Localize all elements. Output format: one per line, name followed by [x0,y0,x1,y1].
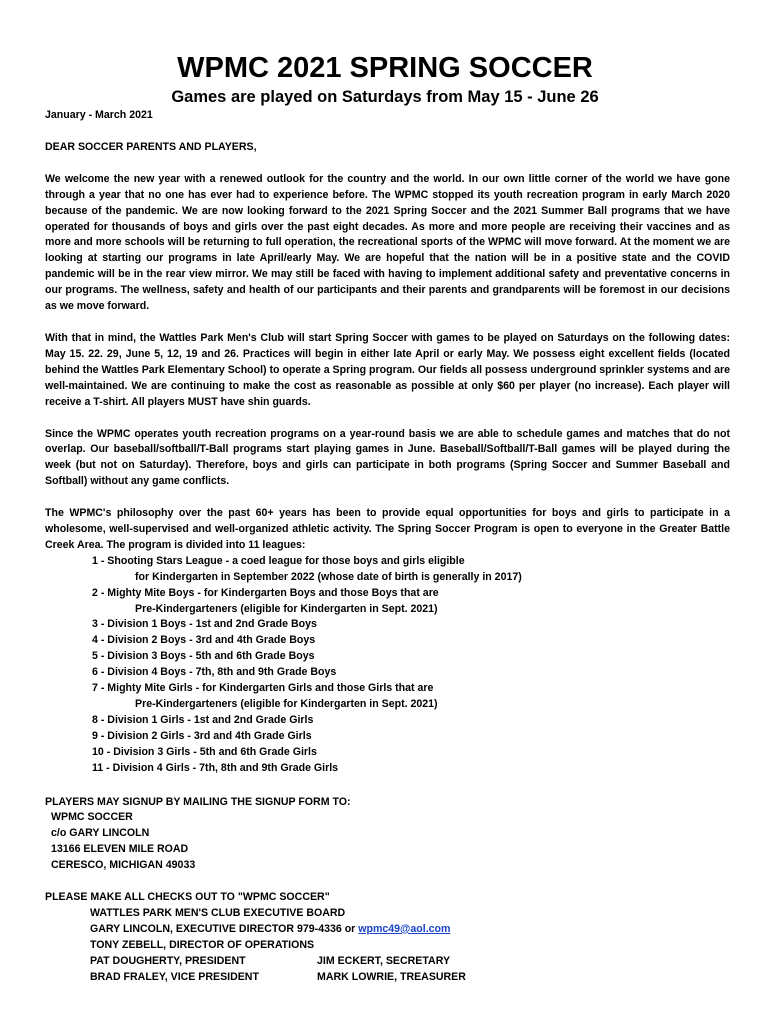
officer-name: MARK LOWRIE, TREASURER [317,970,466,983]
officer-name: JIM ECKERT, SECRETARY [317,954,451,967]
signup-heading: PLAYERS MAY SIGNUP BY MAILING THE SIGNUP FORM TO: [45,795,351,808]
letter-body [45,108,730,986]
address-line: c/o GARY LINCOLN [51,827,150,840]
email-link[interactable]: wpmc49@aol.com [358,922,451,935]
address-line: 13166 ELEVEN MILE ROAD [51,843,189,856]
address-line: WPMC SOCCER [51,811,133,824]
league-item-continued: Pre-Kindergarteners (eligible for Kindergarten in Sept. 2021) [135,602,438,615]
officer-row [45,970,730,986]
league-item: 11 - Division 4 Girls - 7th, 8th and 9th Grade Girls [92,761,339,774]
officer-name: PAT DOUGHERTY, PRESIDENT [90,954,246,967]
officer-name: BRAD FRALEY, VICE PRESIDENT [90,970,259,983]
letter-date: January - March 2021 [45,109,153,121]
league-item: 9 - Division 2 Girls - 3rd and 4th Grade Girls [92,729,312,742]
league-item: 1 - Shooting Stars League - a coed league for those boys and girls eligible [92,554,465,567]
executive-director-line [45,922,730,938]
page-title: WPMC 2021 SPRING SOCCER [177,52,593,84]
paragraph-intro: We welcome the new year with a renewed outlook for the country and the world. In our own little corner of the world we have gone through a year that no one has ever had to experience before. The WPMC stopped its youth recreation program in early March 2020 because of the pandemic. We are now looking forward to the 2021 Spring Soccer and the 2021 Summer Ball programs that we have operated for thousands of boys and girls over the past eight decades. As more and more people are receiving their vaccines and as more and more schools will be returning to full operation, the recreational sports of the WPMC will move forward. At the moment we are looking at starting our programs in late April/early May. We are hopeful that the nation will be in a positive state and the COVID pandemic will be in the rear view mirror. We may still be faced with having to implement additional safety and preventative concerns in our programs. The wellness, safety and health of our participants and their parents and grandparents will be foremost in our decisions as we move forward. [45,172,730,313]
paragraph-philosophy: The WPMC's philosophy over the past 60+ years has been to provide equal opportunities for boys and girls to participate in a wholesome, well-supervised and well-organized athletic activity. The Spring Soccer Program is open to everyone in the Greater Battle Creek Area. The program is divided into 11 leagues: [45,507,730,551]
page-subtitle: Games are played on Saturdays from May 15 - June 26 [171,88,599,106]
address-line: CERESCO, MICHIGAN 49033 [51,859,196,872]
league-item: 4 - Division 2 Boys - 3rd and 4th Grade Boys [92,634,316,647]
league-item: 10 - Division 3 Girls - 5th and 6th Grade Girls [92,745,317,758]
mailing-address [45,810,730,874]
salutation: DEAR SOCCER PARENTS AND PLAYERS, [45,140,257,153]
league-item: 8 - Division 1 Girls - 1st and 2nd Grade Girls [92,713,314,726]
officer-row [45,954,730,970]
league-item-continued: for Kindergarten in September 2022 (whose date of birth is generally in 2017) [135,570,522,583]
paragraph-programs: Since the WPMC operates youth recreation programs on a year-round basis we are able to schedule games and matches that do not overlap. Our baseball/softball/T-Ball programs start playing games in June. Baseball/Softball/T-Ball games will be played during the week (but not on Saturday). Therefore, boys and girls can participate in both programs (Spring Soccer and Summer Baseball and Softball) without any game conflicts. [45,427,730,488]
league-item: 3 - Division 1 Boys - 1st and 2nd Grade Boys [92,618,317,631]
league-item: 7 - Mighty Mite Girls - for Kindergarten Girls and those Girls that are [92,682,434,695]
paragraph-schedule: With that in mind, the Wattles Park Men's Club will start Spring Soccer with games to be played on Saturdays on the following dates: May 15. 22. 29, June 5, 12, 19 and 26. Practices will begin in either late April or early May. We possess eight excellent fields (located behind the Wattles Park Elementary School) to operate a Spring program. Our fields all possess underground sprinkler systems and are well-maintained. We are continuing to make the cost as reasonable as possible at only $60 per player (no increase). Each player will receive a T-shirt. All players MUST have shin guards. [45,331,730,408]
board-name: WATTLES PARK MEN'S CLUB EXECUTIVE BOARD [90,906,346,919]
league-item: 5 - Division 3 Boys - 5th and 6th Grade Boys [92,650,315,663]
league-item-continued: Pre-Kindergarteners (eligible for Kindergarten in Sept. 2021) [135,698,438,710]
checks-heading: PLEASE MAKE ALL CHECKS OUT TO "WPMC SOCCER" [45,891,330,904]
operations-director: TONY ZEBELL, DIRECTOR OF OPERATIONS [90,938,315,951]
director-contact: GARY LINCOLN, EXECUTIVE DIRECTOR 979-4336 or [90,922,359,935]
league-item: 6 - Division 4 Boys - 7th, 8th and 9th Grade Boys [92,666,337,679]
league-item: 2 - Mighty Mite Boys - for Kindergarten Boys and those Boys that are [92,586,439,599]
league-list [45,554,730,777]
